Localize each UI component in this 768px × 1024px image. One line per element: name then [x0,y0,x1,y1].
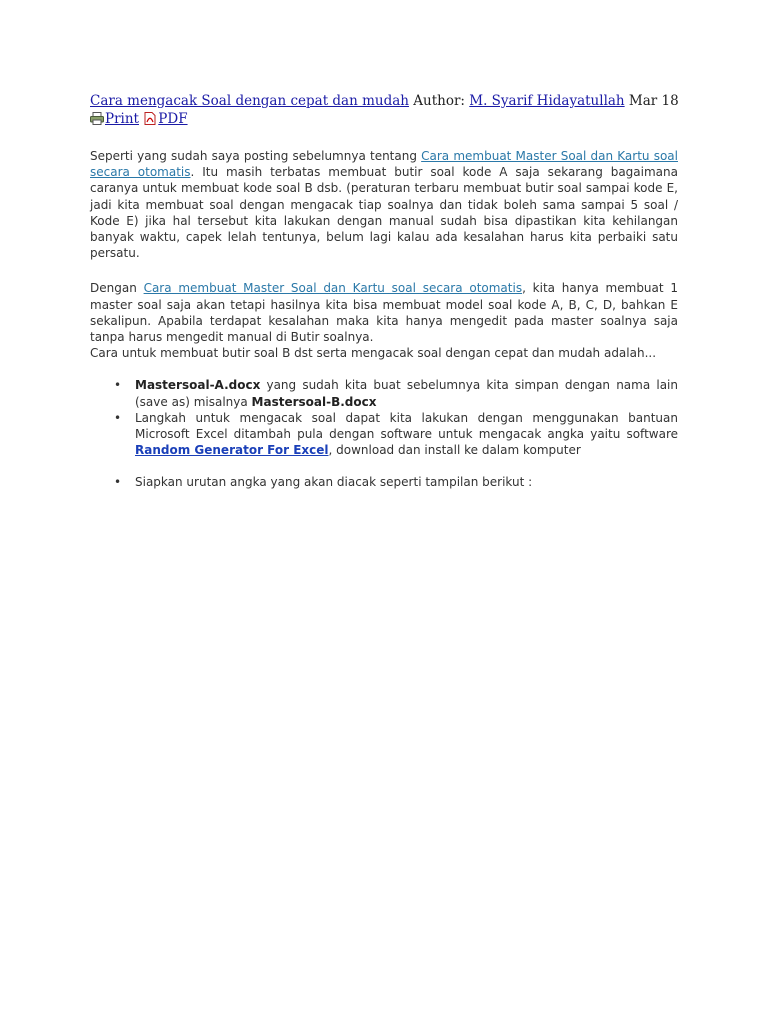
pdf-link[interactable]: PDF [158,111,188,127]
item-text: , download dan install ke dalam komputer [328,443,581,458]
paragraph-text: Dengan [90,281,144,296]
item-text: yang sudah kita buat sebelumnya kita simpan dengan nama lain (save as) misalnya [135,378,678,409]
print-link[interactable]: Print [105,111,139,127]
list-item [90,474,678,490]
paragraph-text: , kita hanya membuat 1 master soal saja akan tetapi hasilnya kita bisa membuat model soal kode A, B, C, D, bahkan E sekalipun. Apabila terdapat kesalahan maka kita hanya mengedit pada master soalnya saja tanpa harus mengedit manual di Butir soalnya. [90,281,678,345]
list-item [90,377,678,409]
item-text: Siapkan urutan angka yang akan diacak seperti tampilan berikut : [135,475,533,490]
article [90,92,678,491]
filename-b: Mastersoal-B.docx [251,394,377,409]
bullet: • [114,378,122,393]
author-label: Author: [413,93,465,109]
printer-icon [90,112,104,125]
article-title-link[interactable]: Cara mengacak Soal dengan cepat dan mudah [90,93,409,109]
steps-list [90,377,678,490]
bullet: • [114,410,122,425]
master-soal-link[interactable]: Cara membuat Master Soal dan Kartu soal secara otomatis [143,281,523,296]
random-generator-link[interactable]: Random Generator For Excel [135,443,329,458]
article-tools [90,110,678,128]
master-soal-link[interactable]: Cara membuat Master Soal dan Kartu soal secara otomatis [90,149,678,180]
paragraph-text: Seperti yang sudah saya posting sebelumnya tentang [90,149,422,163]
paragraph-method [90,280,678,361]
item-text: Langkah untuk mengacak soal dapat kita lakukan dengan menggunakan bantuan Microsoft Excel ditambah pula dengan software untuk mengacak angka yaitu software [135,410,678,442]
list-item [90,410,678,459]
article-header [90,92,678,110]
author-link[interactable]: M. Syarif Hidayatullah [469,93,625,109]
filename-a: Mastersoal-A.docx [135,378,261,393]
paragraph-text: Cara untuk membuat butir soal B dst serta mengacak soal dengan cepat dan mudah adalah... [90,346,657,361]
post-date: Mar 18 [628,93,679,109]
paragraph-text: . Itu masih terbatas membuat butir soal kode A saja sekarang bagaimana caranya untuk membuat kode soal B dsb. (peraturan terbaru membuat butir soal sampai kode E, jadi kita membuat soal dengan mengacak tiap soalnya dan tidak boleh sama sampai 5 soal / Kode E) jika hal tersebut kita lakukan dengan manual sudah bisa dipastikan kita kehilangan banyak waktu, capek lelah tentunya, belum lagi kalau ada kesalahan harus kita perbaiki satu persatu. [90,165,678,261]
paragraph-intro [90,148,678,261]
pdf-icon [143,112,157,125]
bullet: • [114,475,122,490]
